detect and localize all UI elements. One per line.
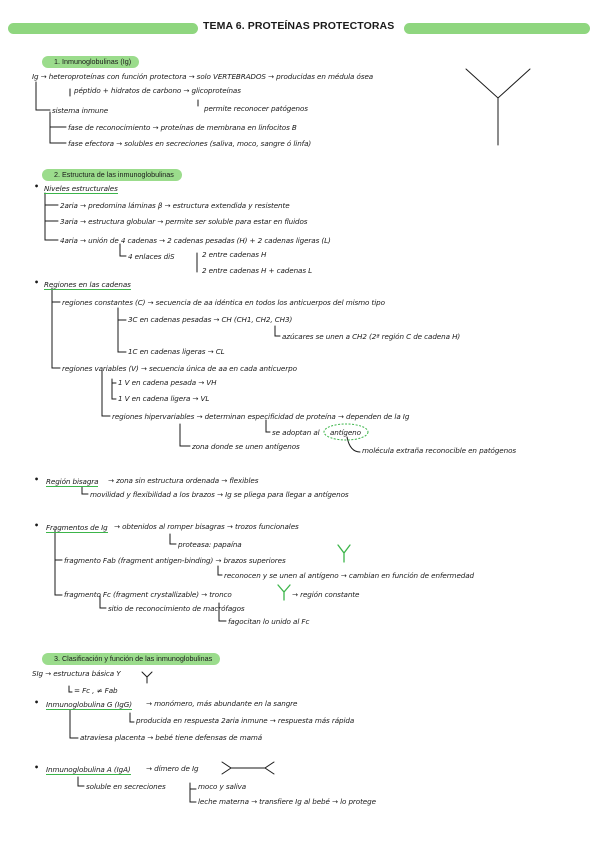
note-fab-function: reconocen y se unen al antígeno → cambian en función de enfermedad — [224, 571, 475, 580]
note-igg: Inmunoglobulina G (IgG) — [46, 700, 132, 709]
note-quaternary: 4aria → unión de 4 cadenas → 2 cadenas pesadas (H) + 2 cadenas ligeras (L) — [60, 236, 331, 245]
note-chain-regions: Regiones en las cadenas — [44, 280, 131, 289]
bullet: • — [34, 698, 40, 707]
note-iga-mucus: moco y saliva — [198, 782, 247, 791]
note-hinge-desc: → zona sin estructura ordenada → flexibles — [108, 476, 259, 485]
note-iga-milk: leche materna → transfiere Ig al bebé → lo protege — [198, 797, 376, 806]
bullet: • — [34, 475, 40, 484]
note-igg-secondary: producida en respuesta 2aria inmune → respuesta más rápida — [136, 716, 355, 725]
note-igg-placenta: atraviesa placenta → bebé tiene defensas de mamá — [80, 733, 263, 742]
note-adapt-to: se adoptan al — [272, 428, 320, 437]
note-light-variable: 1 V en cadena ligera → VL — [118, 394, 210, 403]
note-fab: fragmento Fab (fragment antigen-binding) → brazos superiores — [64, 556, 286, 565]
note-effector-phase: fase efectora → solubles en secreciones (saliva, moco, sangre ó linfa) — [68, 139, 312, 148]
note-tertiary: 3aria → estructura globular → permite ser soluble para estar en fluidos — [60, 217, 308, 226]
note-iga-dimer: → dímero de Ig — [146, 764, 199, 773]
bullet: • — [34, 182, 40, 191]
note-fc: fragmento Fc (fragment crystallizable) → tronco — [64, 590, 232, 599]
note-iga: Inmunoglobulina A (IgA) — [46, 765, 131, 774]
note-hypervariable: regiones hipervariables → determinan especificidad de proteína → dependen de la Ig — [112, 412, 410, 421]
note-constant-regions: regiones constantes (C) → secuencia de aa idéntica en todos los anticuerpos del mismo tipo — [62, 298, 385, 307]
note-papain: proteasa: papaína — [178, 540, 242, 549]
bullet: • — [34, 278, 40, 287]
note-foreign-molecule: molécula extraña reconocible en patógenos — [362, 446, 517, 455]
note-secondary: 2aria → predomina láminas β → estructura extendida y resistente — [60, 201, 290, 210]
note-structural-levels: Niveles estructurales — [44, 184, 118, 193]
note-disulfide-bonds: 4 enlaces diS — [128, 252, 175, 261]
section-1-heading: 1. Inmunoglobulinas (Ig) — [42, 56, 139, 68]
note-glycoproteins: péptido + hidratos de carbono → glicoproteínas — [74, 86, 241, 95]
note-igg-desc: → monómero, más abundante en la sangre — [146, 699, 298, 708]
note-immune-system: sistema inmune — [52, 106, 109, 115]
note-antigen: antígeno — [330, 428, 361, 437]
note-macrophage-site: sitio de reconocimiento de macrófagos — [108, 604, 245, 613]
section-3-heading: 3. Clasificación y función de las inmunoglobulinas — [42, 653, 220, 665]
note-fc-fab: = Fc , ≠ Fab — [74, 686, 118, 695]
bullet: • — [34, 763, 40, 772]
note-light-constant: 1C en cadenas ligeras → CL — [128, 347, 225, 356]
note-recognize-pathogens: permite reconocer patógenos — [204, 104, 308, 113]
note-recognition-phase: fase de reconocimiento → proteínas de membrana en linfocitos B — [68, 123, 297, 132]
note-sugars: azúcares se unen a CH2 (2ª región C de cadena H) — [282, 332, 461, 341]
bullet: • — [34, 521, 40, 530]
note-antigen-binding-zone: zona donde se unen antígenos — [192, 442, 300, 451]
note-heavy-variable: 1 V en cadena pesada → VH — [118, 378, 217, 387]
note-sig: SIg → estructura básica Y — [32, 669, 121, 678]
note-bonds-h: 2 entre cadenas H — [202, 250, 267, 259]
note-phagocytose: fagocitan lo unido al Fc — [228, 617, 310, 626]
note-iga-secretions: soluble en secreciones — [86, 782, 166, 791]
note-arm-mobility: movilidad y flexibilidad a los brazos → Ig se pliega para llegar a antígenos — [90, 490, 349, 499]
note-heavy-constant: 3C en cadenas pesadas → CH (CH1, CH2, CH3) — [128, 315, 293, 324]
section-2-heading: 2. Estructura de las inmunoglobulinas — [42, 169, 182, 181]
note-hinge-region: Región bisagra — [46, 477, 99, 486]
note-ig-fragments: Fragmentos de Ig — [46, 523, 108, 532]
note-bonds-hl: 2 entre cadenas H + cadenas L — [202, 266, 313, 275]
note-fragments-desc: → obtenidos al romper bisagras → trozos funcionales — [114, 522, 299, 531]
note-constant-region: → región constante — [292, 590, 360, 599]
note-ig-definition: Ig → heteroproteínas con función protectora → solo VERTEBRADOS → producidas en médula ósea — [32, 72, 374, 81]
note-variable-regions: regiones variables (V) → secuencia única de aa en cada anticuerpo — [62, 364, 297, 373]
page-title: TEMA 6. PROTEÍNAS PROTECTORAS — [203, 20, 395, 32]
